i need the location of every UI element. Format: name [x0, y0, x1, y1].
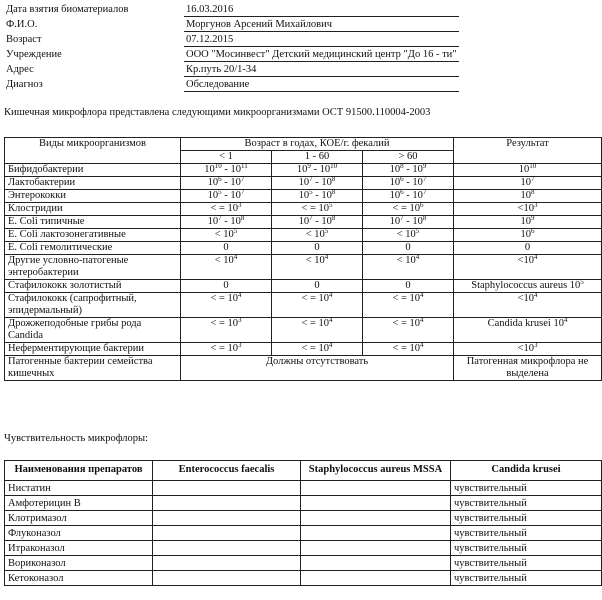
- norm-over-60: < $10^5$: [363, 229, 454, 242]
- microflora-table: [4, 137, 602, 381]
- pathogen-result: Патогенная микрофлора не выделена: [454, 356, 602, 381]
- result-value: $10^7$: [454, 177, 602, 190]
- drug-name: Флуконазол: [5, 526, 153, 541]
- drug-name: Клотримазол: [5, 511, 153, 526]
- enterococcus-value: [153, 541, 301, 556]
- header-age-under-1: < 1: [181, 151, 272, 164]
- norm-over-60: $10^8 - 10^9$: [363, 164, 454, 177]
- table-row: [5, 496, 602, 511]
- pathogen-row: [5, 356, 602, 381]
- table-row: [5, 203, 602, 216]
- result-value: $10^6$: [454, 229, 602, 242]
- sens-header-drug: Наименования препаратов: [5, 461, 153, 481]
- header-age-over-60: > 60: [363, 151, 454, 164]
- table-row: [5, 242, 602, 255]
- norm-1-60: 0: [272, 242, 363, 255]
- norm-under-1: 0: [181, 280, 272, 293]
- norm-over-60: < = $10^4$: [363, 343, 454, 356]
- sens-header-enterococcus: Enterococcus faecalis: [153, 461, 301, 481]
- staphylococcus-value: [301, 556, 451, 571]
- header-age: Возраст в годах, КОЕ/г. фекалий: [181, 138, 454, 151]
- norm-under-1: < = $10^3$: [181, 343, 272, 356]
- enterococcus-value: [153, 496, 301, 511]
- table-row: [5, 255, 602, 280]
- info-value: Обследование: [184, 77, 459, 92]
- table-row: [5, 216, 602, 229]
- candida-value: чувствительный: [451, 571, 602, 586]
- norm-1-60: < = $10^4$: [272, 318, 363, 343]
- table-row: [5, 541, 602, 556]
- info-row: [4, 47, 459, 62]
- info-label: Адрес: [6, 63, 34, 75]
- species-name: Стафилококк золотистый: [5, 280, 181, 293]
- table-row: [5, 280, 602, 293]
- info-value: ООО "Мосинвест" Детский медицинский центр "До 16 - ти": [186, 48, 457, 60]
- result-value: $10^8$: [454, 190, 602, 203]
- species-name: E. Coli гемолитические: [5, 242, 181, 255]
- table-row: [5, 571, 602, 586]
- staphylococcus-value: [301, 541, 451, 556]
- info-value: Кр.путь 20/1-34: [184, 62, 459, 77]
- staphylococcus-value: [301, 511, 451, 526]
- info-row: [4, 62, 459, 77]
- table-row: [5, 190, 602, 203]
- result-value: Staphylococcus aureus $10^5$: [454, 280, 602, 293]
- result-value: $<10^4$: [454, 293, 602, 318]
- species-name: Бифидобактерии: [5, 164, 181, 177]
- enterococcus-value: [153, 481, 301, 496]
- norm-under-1: $10^{10} - 10^{11}$: [181, 164, 272, 177]
- species-name: Неферментирующие бактерии: [5, 343, 181, 356]
- drug-name: Итраконазол: [5, 541, 153, 556]
- species-name: Клостридии: [5, 203, 181, 216]
- staphylococcus-value: [301, 571, 451, 586]
- staphylococcus-value: [301, 496, 451, 511]
- header-species: Виды микроорганизмов: [5, 138, 181, 164]
- info-label: Возраст: [6, 33, 42, 45]
- norm-1-60: < $10^4$: [272, 255, 363, 280]
- norm-under-1: < = $10^3$: [181, 318, 272, 343]
- table-row: [5, 318, 602, 343]
- result-value: $10^9$: [454, 216, 602, 229]
- intro-text: Кишечная микрофлора представлена следующими микроорганизмами ОСТ 91500.110004-2003: [4, 107, 431, 118]
- species-name: Стафилококк (сапрофитный, эпидермальный): [5, 293, 181, 318]
- enterococcus-value: [153, 511, 301, 526]
- species-name: Лактобактерии: [5, 177, 181, 190]
- table-row: [5, 164, 602, 177]
- result-value: $<10^3$: [454, 343, 602, 356]
- species-name: Дрожжеподобные грибы рода Candida: [5, 318, 181, 343]
- norm-over-60: < = $10^4$: [363, 293, 454, 318]
- info-label: Дата взятия биоматериалов: [6, 3, 129, 15]
- drug-name: Вориконазол: [5, 556, 153, 571]
- info-row: [4, 77, 459, 92]
- header-age-1-60: 1 - 60: [272, 151, 363, 164]
- sens-header-staphylococcus: Staphylococcus aureus MSSA: [301, 461, 451, 481]
- sensitivity-title: Чувствительность микрофлоры:: [4, 433, 148, 444]
- header-result: Результат: [454, 138, 602, 164]
- info-value: Моргунов Арсений Михайлович: [184, 17, 459, 32]
- norm-under-1: < = $10^3$: [181, 203, 272, 216]
- table-row: [5, 526, 602, 541]
- info-value: 16.03.2016: [184, 2, 459, 17]
- enterococcus-value: [153, 571, 301, 586]
- result-value: $<10^3$: [454, 203, 602, 216]
- norm-over-60: 0: [363, 242, 454, 255]
- norm-1-60: 0: [272, 280, 363, 293]
- species-name: Энтерококки: [5, 190, 181, 203]
- norm-1-60: < = $10^4$: [272, 293, 363, 318]
- species-name: Другие условно-патогеные энтеробактерии: [5, 255, 181, 280]
- norm-under-1: < $10^4$: [181, 255, 272, 280]
- staphylococcus-value: [301, 526, 451, 541]
- info-label: Ф.И.О.: [6, 18, 38, 30]
- norm-over-60: $10^7 - 10^8$: [363, 216, 454, 229]
- norm-over-60: $10^6 - 10^7$: [363, 190, 454, 203]
- sens-header-candida: Candida krusei: [451, 461, 602, 481]
- norm-under-1: $10^5 - 10^7$: [181, 190, 272, 203]
- result-value: Candida krusei $10^4$: [454, 318, 602, 343]
- drug-name: Нистатин: [5, 481, 153, 496]
- norm-1-60: < = $10^5$: [272, 203, 363, 216]
- info-label: Диагноз: [6, 78, 43, 90]
- patient-info-table: [4, 2, 459, 92]
- norm-under-1: < $10^5$: [181, 229, 272, 242]
- candida-value: чувствительный: [451, 511, 602, 526]
- norm-under-1: $10^6 - 10^7$: [181, 177, 272, 190]
- info-value: 07.12.2015: [184, 32, 459, 47]
- norm-1-60: $10^9 - 10^{10}$: [272, 164, 363, 177]
- norm-over-60: $10^6 - 10^7$: [363, 177, 454, 190]
- result-value: 0: [454, 242, 602, 255]
- table-row: [5, 556, 602, 571]
- candida-value: чувствительный: [451, 526, 602, 541]
- drug-name: Кетоконазол: [5, 571, 153, 586]
- info-label: Учреждение: [6, 48, 62, 60]
- table-row: [5, 511, 602, 526]
- pathogen-norm: Должны отсутствовать: [181, 356, 454, 381]
- norm-under-1: < = $10^4$: [181, 293, 272, 318]
- norm-over-60: < = $10^6$: [363, 203, 454, 216]
- table-row: [5, 177, 602, 190]
- norm-under-1: $10^7 - 10^8$: [181, 216, 272, 229]
- table-row: [5, 229, 602, 242]
- species-name: E. Coli типичные: [5, 216, 181, 229]
- norm-1-60: $10^7 - 10^8$: [272, 177, 363, 190]
- norm-1-60: $10^7 - 10^8$: [272, 216, 363, 229]
- enterococcus-value: [153, 556, 301, 571]
- norm-over-60: < $10^4$: [363, 255, 454, 280]
- sensitivity-table: [4, 460, 602, 586]
- info-row: [4, 17, 459, 32]
- norm-1-60: < = $10^4$: [272, 343, 363, 356]
- table-row: [5, 343, 602, 356]
- result-value: $10^{10}$: [454, 164, 602, 177]
- drug-name: Амфотерицин В: [5, 496, 153, 511]
- candida-value: чувствительный: [451, 481, 602, 496]
- table-row: [5, 293, 602, 318]
- species-name: E. Coli лактозонегативные: [5, 229, 181, 242]
- norm-over-60: < = $10^4$: [363, 318, 454, 343]
- candida-value: чувствительный: [451, 556, 602, 571]
- table-row: [5, 481, 602, 496]
- candida-value: чувствительный: [451, 496, 602, 511]
- norm-1-60: $10^5 - 10^8$: [272, 190, 363, 203]
- norm-1-60: < $10^5$: [272, 229, 363, 242]
- candida-value: чувствительный: [451, 541, 602, 556]
- info-row: [4, 32, 459, 47]
- pathogen-name: Патогенные бактерии семейства кишечных: [5, 356, 181, 381]
- norm-over-60: 0: [363, 280, 454, 293]
- norm-under-1: 0: [181, 242, 272, 255]
- result-value: $<10^4$: [454, 255, 602, 280]
- info-row: [4, 2, 459, 17]
- enterococcus-value: [153, 526, 301, 541]
- staphylococcus-value: [301, 481, 451, 496]
